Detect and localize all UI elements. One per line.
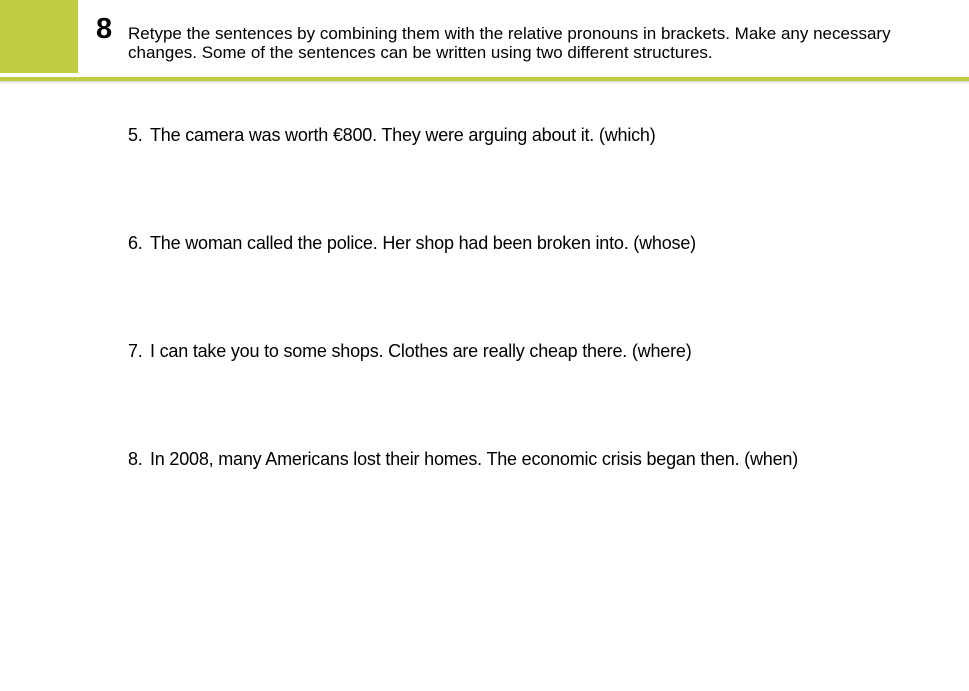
exercise-instructions: Retype the sentences by combining them with the relative pronouns in brackets. Make any necessary changes. Some of the sentences can be written using two different structures. xyxy=(128,24,891,62)
sentence-number: 6. xyxy=(128,233,143,253)
sentence-number: 7. xyxy=(128,341,143,361)
sentence-item xyxy=(128,231,798,339)
sentence-text: I can take you to some shops. Clothes are really cheap there. (where) xyxy=(150,341,692,361)
header-accent-block xyxy=(0,0,78,73)
sentence-list xyxy=(128,123,798,555)
sentence-number: 8. xyxy=(128,449,143,469)
sentence-item xyxy=(128,339,798,447)
sentence-number: 5. xyxy=(128,125,143,145)
sentence-item xyxy=(128,447,798,555)
header-shadow xyxy=(0,81,969,84)
sentence-text: In 2008, many Americans lost their homes. The economic crisis began then. (when) xyxy=(150,449,798,469)
exercise-number: 8 xyxy=(96,13,113,45)
sentence-text: The camera was worth €800. They were arguing about it. (which) xyxy=(150,125,656,145)
sentence-item xyxy=(128,123,798,231)
sentence-text: The woman called the police. Her shop had been broken into. (whose) xyxy=(150,233,696,253)
